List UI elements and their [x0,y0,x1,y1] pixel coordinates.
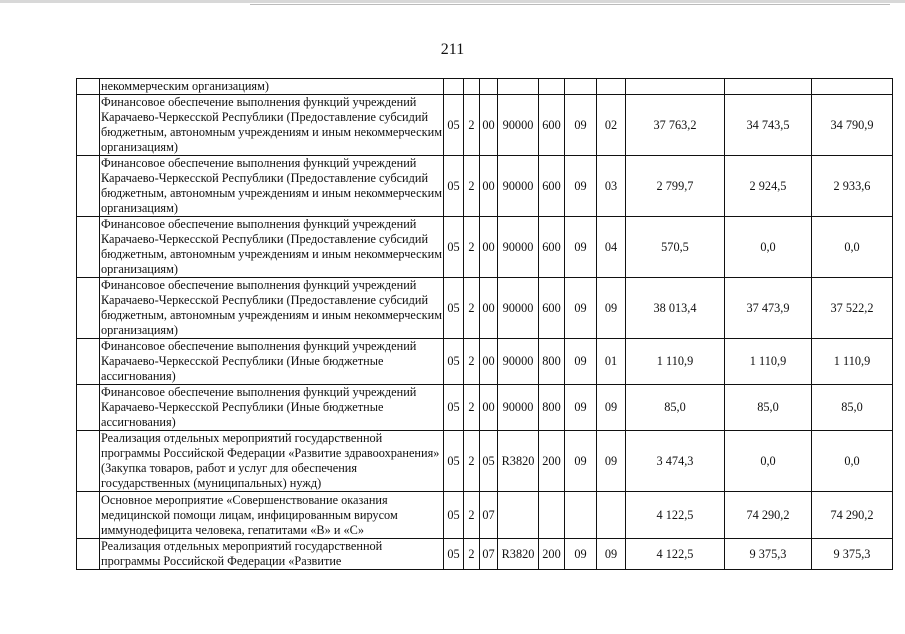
amount-year-1: 85,0 [626,385,725,431]
amount-year-2: 0,0 [725,217,812,278]
department-code: 09 [565,217,597,278]
department-code: 09 [565,156,597,217]
subsection-code: 2 [464,95,480,156]
row-description: Финансовое обеспечение выполнения функций учреждений Карачаево-Черкесской Республики (Предоставление субсидий бюджетным, автономным учреждениям и иным некоммерческим организациям) [101,156,442,215]
row-index-cell [77,278,100,339]
row-index-cell [77,431,100,492]
amount-year-1: 38 013,4 [626,278,725,339]
section-code: 05 [444,385,464,431]
article-code: 04 [597,217,626,278]
amount-year-2: 37 473,9 [725,278,812,339]
article-code: 02 [597,95,626,156]
header-line [250,4,890,5]
table-row [77,79,893,95]
table-row [77,492,893,539]
amount-year-3: 0,0 [812,217,893,278]
section-code: 05 [444,431,464,492]
row-index-cell [77,339,100,385]
row-index-cell [77,385,100,431]
amount-year-2: 9 375,3 [725,539,812,570]
program-code: 07 [480,492,498,539]
amount-year-2: 1 110,9 [725,339,812,385]
expense-type-code: 200 [539,431,565,492]
section-code: 05 [444,95,464,156]
row-index-cell [77,95,100,156]
row-description: некоммерческим организациям) [100,79,444,95]
department-code: 09 [565,339,597,385]
table-row [77,156,893,217]
section-code: 05 [444,492,464,539]
subsection-code: 2 [464,339,480,385]
amount-year-3: 37 522,2 [812,278,893,339]
table-row [77,95,893,156]
subsection-code: 2 [464,431,480,492]
top-rule [0,0,905,3]
amount-year-2: 34 743,5 [725,95,812,156]
amount-year-3: 34 790,9 [812,95,893,156]
department-code: 09 [565,539,597,570]
row-index-cell [77,539,100,570]
direction-code: 90000 [498,339,539,385]
amount-year-1: 1 110,9 [626,339,725,385]
amount-year-1: 2 799,7 [626,156,725,217]
table-row [77,431,893,492]
table-row [77,217,893,278]
expense-type-code: 600 [539,217,565,278]
article-code: 09 [597,431,626,492]
table-row [77,539,893,570]
subsection-code: 2 [464,492,480,539]
program-code: 00 [480,385,498,431]
subsection-code: 2 [464,156,480,217]
amount-year-1: 3 474,3 [626,431,725,492]
amount-year-3: 2 933,6 [812,156,893,217]
subsection-code: 2 [464,278,480,339]
article-code: 09 [597,278,626,339]
row-index-cell [77,156,100,217]
department-code: 09 [565,95,597,156]
direction-code: R3820 [498,431,539,492]
article-code: 03 [597,156,626,217]
expense-type-code: 600 [539,278,565,339]
section-code: 05 [444,278,464,339]
department-code [565,492,597,539]
budget-table [76,78,893,570]
program-code: 00 [480,339,498,385]
amount-year-2: 2 924,5 [725,156,812,217]
direction-code: 90000 [498,278,539,339]
direction-code: 90000 [498,156,539,217]
row-index-cell [77,217,100,278]
article-code: 09 [597,385,626,431]
table-row [77,339,893,385]
page-number: 211 [440,41,465,58]
row-index-cell [77,79,100,95]
row-description: Финансовое обеспечение выполнения функций учреждений Карачаево-Черкесской Республики (Предоставление субсидий бюджетным, автономным учреждениям и иным некоммерческим организациям) [101,217,442,276]
subsection-code: 2 [464,539,480,570]
expense-type-code: 800 [539,385,565,431]
row-description: Финансовое обеспечение выполнения функций учреждений Карачаево-Черкесской Республики (Иные бюджетные ассигнования) [100,339,444,385]
expense-type-code: 800 [539,339,565,385]
program-code: 00 [480,156,498,217]
expense-type-code: 600 [539,95,565,156]
program-code: 00 [480,278,498,339]
row-description: Основное мероприятие «Совершенствование оказания медицинской помощи лицам, инфицированным вирусом иммунодефицита человека, гепатитами «В» и «С» [100,492,444,539]
row-description: Реализация отдельных мероприятий государственной программы Российской Федерации «Развитие [100,539,444,570]
program-code: 07 [480,539,498,570]
amount-year-2: 85,0 [725,385,812,431]
expense-type-code [539,492,565,539]
section-code: 05 [444,156,464,217]
amount-year-3: 0,0 [812,431,893,492]
amount-year-3: 85,0 [812,385,893,431]
amount-year-3: 74 290,2 [812,492,893,539]
amount-year-2: 74 290,2 [725,492,812,539]
row-description: Финансовое обеспечение выполнения функций учреждений Карачаево-Черкесской Республики (Предоставление субсидий бюджетным, автономным учреждениям и иным некоммерческим организациям) [101,95,442,154]
expense-type-code: 600 [539,156,565,217]
amount-year-3: 1 110,9 [812,339,893,385]
expense-type-code: 200 [539,539,565,570]
department-code: 09 [565,385,597,431]
amount-year-2: 0,0 [725,431,812,492]
department-code: 09 [565,278,597,339]
direction-code [498,492,539,539]
article-code: 01 [597,339,626,385]
section-code: 05 [444,539,464,570]
direction-code: R3820 [498,539,539,570]
department-code: 09 [565,431,597,492]
subsection-code: 2 [464,385,480,431]
row-description: Финансовое обеспечение выполнения функций учреждений Карачаево-Черкесской Республики (Иные бюджетные ассигнования) [100,385,444,431]
amount-year-1: 570,5 [626,217,725,278]
article-code: 09 [597,539,626,570]
direction-code: 90000 [498,95,539,156]
direction-code: 90000 [498,217,539,278]
amount-year-1: 4 122,5 [626,492,725,539]
subsection-code: 2 [464,217,480,278]
row-description: Финансовое обеспечение выполнения функций учреждений Карачаево-Черкесской Республики (Предоставление субсидий бюджетным, автономным учреждениям и иным некоммерческим организациям) [101,278,442,337]
direction-code: 90000 [498,385,539,431]
article-code [597,492,626,539]
amount-year-1: 37 763,2 [626,95,725,156]
program-code: 00 [480,217,498,278]
amount-year-1: 4 122,5 [626,539,725,570]
program-code: 00 [480,95,498,156]
row-description: Реализация отдельных мероприятий государственной программы Российской Федерации «Развитие здравоохранения» (Закупка товаров, работ и услуг для обеспечения государственных (муниципальных) нужд) [100,431,444,492]
section-code: 05 [444,339,464,385]
amount-year-3: 9 375,3 [812,539,893,570]
table-row [77,278,893,339]
program-code: 05 [480,431,498,492]
table-row [77,385,893,431]
section-code: 05 [444,217,464,278]
row-index-cell [77,492,100,539]
